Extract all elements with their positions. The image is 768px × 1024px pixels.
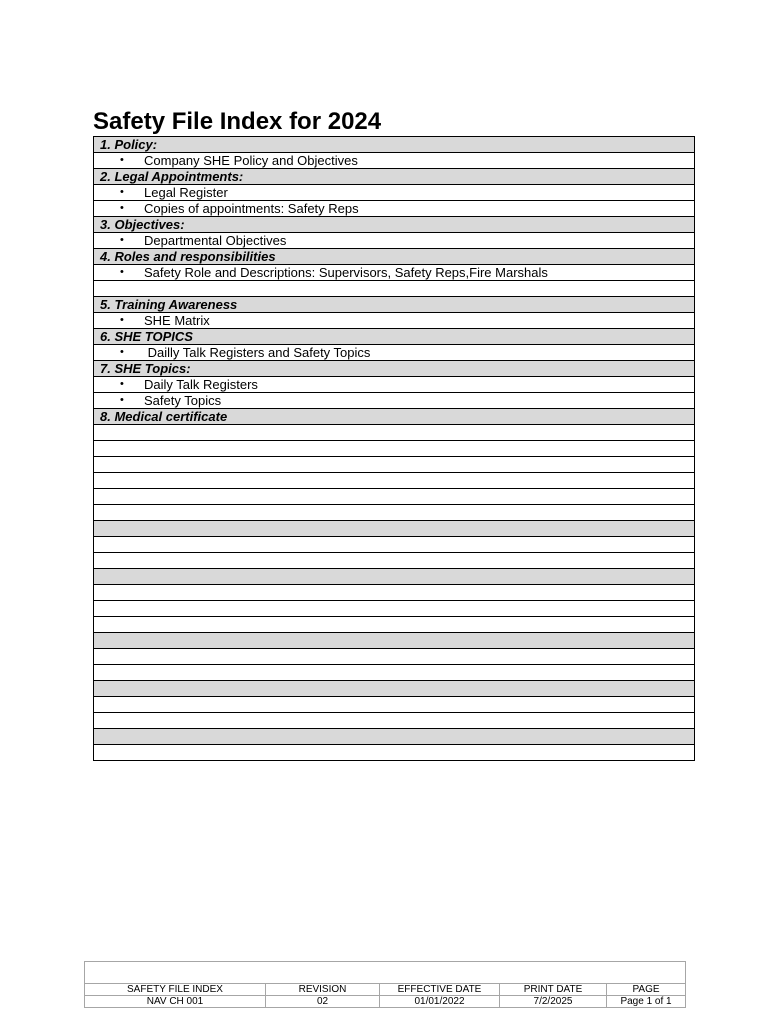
blank-row bbox=[94, 649, 695, 665]
shaded-blank-row bbox=[94, 633, 695, 649]
section-header-row bbox=[94, 137, 695, 153]
footer-value-effective-date: 01/01/2022 bbox=[380, 996, 500, 1008]
list-item-text: SHE Matrix bbox=[144, 313, 210, 328]
list-item bbox=[94, 185, 695, 201]
list-item bbox=[94, 345, 695, 361]
blank-row bbox=[94, 713, 695, 729]
blank-cell bbox=[94, 601, 695, 617]
blank-cell bbox=[94, 617, 695, 633]
list-item-text: Safety Topics bbox=[144, 393, 222, 408]
blank-cell bbox=[94, 441, 695, 457]
footer-spacer-row bbox=[85, 962, 686, 984]
blank-cell bbox=[94, 697, 695, 713]
section-header-row bbox=[94, 329, 695, 345]
section-header: 6. SHE TOPICS bbox=[94, 329, 695, 345]
bullet-icon: • bbox=[120, 186, 124, 198]
bullet-icon: • bbox=[120, 314, 124, 326]
list-item-content bbox=[100, 345, 370, 360]
list-item-content bbox=[100, 185, 228, 200]
list-item-text: Safety Role and Descriptions: Supervisors, Safety Reps,Fire Marshals bbox=[144, 265, 548, 280]
blank-cell bbox=[94, 585, 695, 601]
blank-cell bbox=[94, 553, 695, 569]
blank-row bbox=[94, 441, 695, 457]
footer-header-row bbox=[85, 984, 686, 996]
footer-value-revision: 02 bbox=[266, 996, 380, 1008]
blank-cell bbox=[94, 633, 695, 649]
blank-row bbox=[94, 489, 695, 505]
blank-row bbox=[94, 457, 695, 473]
bullet-icon: • bbox=[120, 394, 124, 406]
list-item-content bbox=[100, 313, 210, 328]
bullet-icon: • bbox=[120, 378, 124, 390]
blank-cell bbox=[94, 649, 695, 665]
section-header-row bbox=[94, 409, 695, 425]
footer-value-file-index: NAV CH 001 bbox=[85, 996, 266, 1008]
list-item-content bbox=[100, 153, 358, 168]
blank-row bbox=[94, 665, 695, 681]
list-item-text: Company SHE Policy and Objectives bbox=[144, 153, 358, 168]
list-item-row bbox=[94, 185, 695, 201]
blank-cell bbox=[94, 457, 695, 473]
footer-value-page: Page 1 of 1 bbox=[607, 996, 686, 1008]
section-header-row bbox=[94, 361, 695, 377]
document-title: Safety File Index for 2024 bbox=[93, 108, 382, 135]
document-footer-table bbox=[84, 961, 686, 1008]
blank-row bbox=[94, 697, 695, 713]
list-item-text: Legal Register bbox=[144, 185, 228, 200]
list-item-text: Dailly Talk Registers and Safety Topics bbox=[144, 345, 371, 360]
list-item bbox=[94, 265, 695, 281]
blank-row bbox=[94, 281, 695, 297]
list-item-content bbox=[100, 393, 221, 408]
index-table-body bbox=[94, 137, 695, 761]
bullet-icon: • bbox=[120, 234, 124, 246]
footer-header-page: PAGE bbox=[607, 984, 686, 996]
blank-row bbox=[94, 505, 695, 521]
list-item-content bbox=[100, 377, 258, 392]
section-header-row bbox=[94, 217, 695, 233]
blank-row bbox=[94, 473, 695, 489]
list-item-row bbox=[94, 377, 695, 393]
footer-header-revision: REVISION bbox=[266, 984, 380, 996]
section-header-row bbox=[94, 249, 695, 265]
section-header: 1. Policy: bbox=[94, 137, 695, 153]
blank-cell bbox=[94, 729, 695, 745]
footer-header-effective-date: EFFECTIVE DATE bbox=[380, 984, 500, 996]
blank-cell bbox=[94, 425, 695, 441]
list-item-row bbox=[94, 201, 695, 217]
list-item bbox=[94, 233, 695, 249]
list-item-row bbox=[94, 393, 695, 409]
blank-row bbox=[94, 617, 695, 633]
list-item-content bbox=[100, 233, 286, 248]
blank-cell bbox=[94, 665, 695, 681]
shaded-blank-row bbox=[94, 569, 695, 585]
blank-cell bbox=[94, 473, 695, 489]
blank-row bbox=[94, 585, 695, 601]
shaded-blank-row bbox=[94, 681, 695, 697]
footer-value-print-date: 7/2/2025 bbox=[500, 996, 607, 1008]
list-item-content bbox=[100, 265, 548, 280]
list-item-text: Daily Talk Registers bbox=[144, 377, 258, 392]
section-header: 5. Training Awareness bbox=[94, 297, 695, 313]
bullet-icon: • bbox=[120, 266, 124, 278]
section-header: 2. Legal Appointments: bbox=[94, 169, 695, 185]
blank-cell bbox=[94, 537, 695, 553]
list-item-row bbox=[94, 265, 695, 281]
footer-spacer-cell bbox=[85, 962, 686, 984]
list-item-text: Departmental Objectives bbox=[144, 233, 287, 248]
blank-cell bbox=[94, 713, 695, 729]
bullet-icon: • bbox=[120, 202, 124, 214]
list-item-row bbox=[94, 313, 695, 329]
section-header-row bbox=[94, 169, 695, 185]
list-item bbox=[94, 153, 695, 169]
bullet-icon: • bbox=[120, 154, 124, 166]
blank-row bbox=[94, 601, 695, 617]
blank-cell bbox=[94, 569, 695, 585]
bullet-icon: • bbox=[120, 346, 124, 358]
list-item bbox=[94, 313, 695, 329]
blank-cell bbox=[94, 281, 695, 297]
section-header: 4. Roles and responsibilities bbox=[94, 249, 695, 265]
safety-file-index-table bbox=[93, 136, 695, 761]
footer-header-file-index: SAFETY FILE INDEX bbox=[85, 984, 266, 996]
list-item-row bbox=[94, 233, 695, 249]
footer-value-row bbox=[85, 996, 686, 1008]
shaded-blank-row bbox=[94, 729, 695, 745]
blank-cell bbox=[94, 745, 695, 761]
section-header: 7. SHE Topics: bbox=[94, 361, 695, 377]
section-header: 8. Medical certificate bbox=[94, 409, 695, 425]
list-item-row bbox=[94, 345, 695, 361]
list-item-text: Copies of appointments: Safety Reps bbox=[144, 201, 359, 216]
list-item bbox=[94, 201, 695, 217]
blank-row bbox=[94, 425, 695, 441]
list-item bbox=[94, 377, 695, 393]
list-item bbox=[94, 393, 695, 409]
blank-row bbox=[94, 537, 695, 553]
blank-row bbox=[94, 553, 695, 569]
blank-row bbox=[94, 745, 695, 761]
list-item-row bbox=[94, 153, 695, 169]
section-header-row bbox=[94, 297, 695, 313]
shaded-blank-row bbox=[94, 521, 695, 537]
section-header: 3. Objectives: bbox=[94, 217, 695, 233]
blank-cell bbox=[94, 505, 695, 521]
blank-cell bbox=[94, 521, 695, 537]
footer-header-print-date: PRINT DATE bbox=[500, 984, 607, 996]
blank-cell bbox=[94, 489, 695, 505]
blank-cell bbox=[94, 681, 695, 697]
list-item-content bbox=[100, 201, 359, 216]
